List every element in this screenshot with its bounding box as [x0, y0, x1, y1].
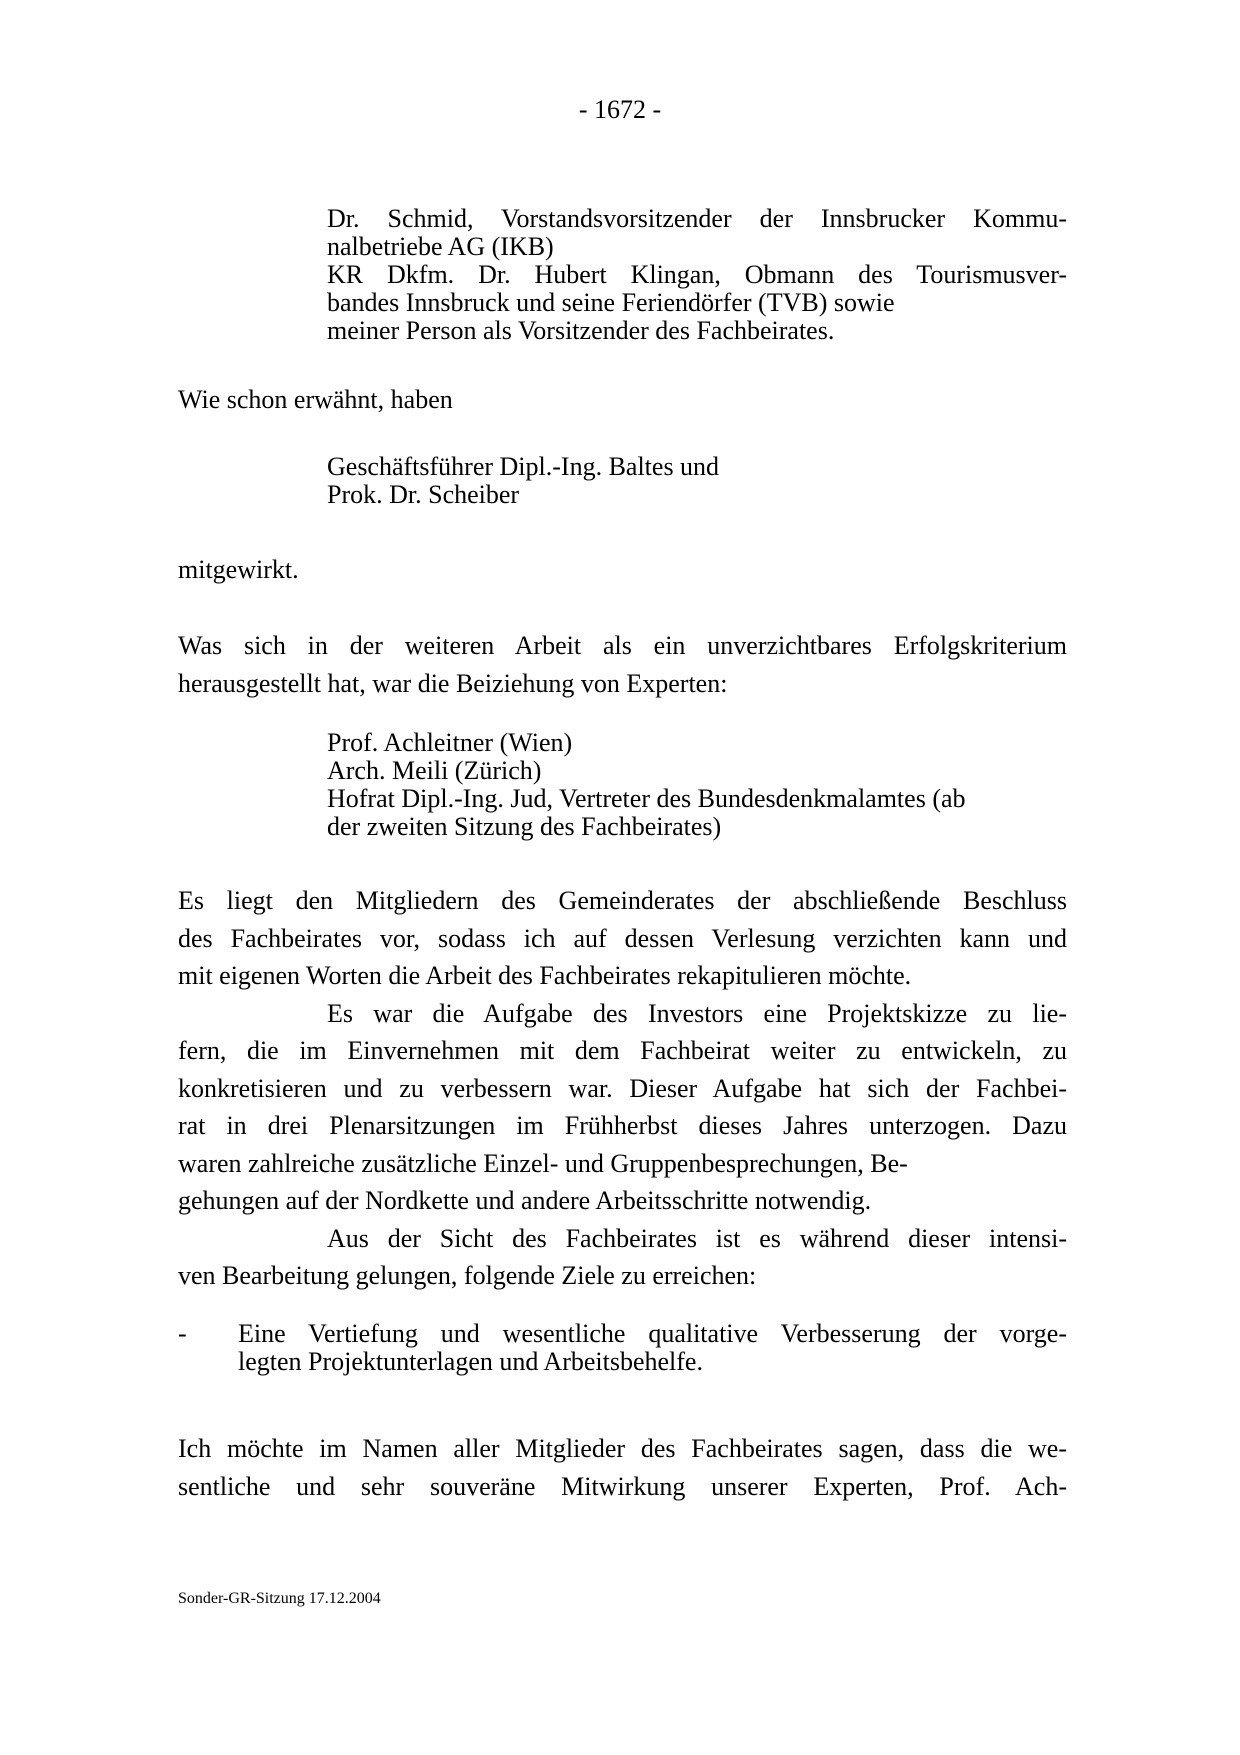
experts-line-2: Arch. Meili (Zürich) — [327, 756, 542, 785]
page-number: - 1672 - — [578, 95, 662, 124]
members-line-2: nalbetriebe AG (IKB) — [327, 232, 554, 261]
bullet-item — [178, 1320, 1067, 1376]
main-line-8: waren zahlreiche zusätzliche Einzel- und Gruppenbesprechungen, Be- — [178, 1148, 908, 1178]
members-line-3: KR Dkfm. Dr. Hubert Klingan, Obmann des Tourismusver- — [327, 260, 1067, 289]
experts-block — [327, 729, 1067, 841]
closing-line-1: Ich möchte im Namen aller Mitglieder des Fachbeirates sagen, dass die we- — [178, 1434, 1067, 1463]
intro-collaborators: Wie schon erwähnt, haben — [178, 385, 453, 414]
main-line-4: Es war die Aufgabe des Investors eine Projektskizze zu lie- — [327, 998, 1067, 1028]
experts-line-3: Hofrat Dipl.-Ing. Jud, Vertreter des Bundesdenkmalamtes (ab — [327, 784, 966, 813]
footer-session-date: Sonder-GR-Sitzung 17.12.2004 — [178, 1590, 381, 1607]
main-line-5: fern, die im Einvernehmen mit dem Fachbeirat weiter zu entwickeln, zu — [178, 1036, 1067, 1065]
closing-paragraph — [178, 1430, 1067, 1505]
closing-line-2: sentliche und sehr souveräne Mitwirkung unserer Experten, Prof. Ach- — [178, 1471, 1067, 1501]
collaborators-line-2: Prok. Dr. Scheiber — [327, 480, 520, 509]
main-paragraph — [178, 882, 1067, 1295]
main-line-9: gehungen auf der Nordkette und andere Arbeitsschritte notwendig. — [178, 1186, 872, 1215]
experts-intro — [178, 627, 1067, 702]
main-line-1: Es liegt den Mitgliedern des Gemeinderates der abschließende Beschluss — [178, 886, 1067, 915]
main-line-3: mit eigenen Worten die Arbeit des Fachbeirates rekapitulieren möchte. — [178, 961, 912, 990]
bullet-line-1: Eine Vertiefung und wesentliche qualitative Verbesserung der vorge- — [238, 1319, 1067, 1348]
main-line-7: rat in drei Plenarsitzungen im Frühherbst dieses Jahres unterzogen. Dazu — [178, 1111, 1067, 1140]
bullet-dash: - — [178, 1319, 187, 1348]
main-line-6: konkretisieren und zu verbessern war. Dieser Aufgabe hat sich der Fachbei- — [178, 1073, 1067, 1103]
members-block — [327, 205, 1067, 345]
bullet-line-2: legten Projektunterlagen und Arbeitsbehelfe. — [238, 1347, 703, 1376]
experts-intro-line-1: Was sich in der weiteren Arbeit als ein unverzichtbares Erfolgskriterium — [178, 631, 1067, 660]
members-line-4: bandes Innsbruck und seine Feriendörfer (TVB) sowie — [327, 288, 895, 317]
experts-line-1: Prof. Achleitner (Wien) — [327, 728, 573, 757]
experts-line-4: der zweiten Sitzung des Fachbeirates) — [327, 812, 722, 841]
collaborators-line-1: Geschäftsführer Dipl.-Ing. Baltes und — [327, 452, 720, 481]
main-line-11: ven Bearbeitung gelungen, folgende Ziele zu erreichen: — [178, 1261, 757, 1290]
collaborators-block — [327, 453, 1067, 509]
members-line-1: Dr. Schmid, Vorstandsvorsitzender der Innsbrucker Kommu- — [327, 204, 1067, 233]
bullet-text — [238, 1320, 1067, 1376]
main-line-2: des Fachbeirates vor, sodass ich auf dessen Verlesung verzichten kann und — [178, 923, 1067, 953]
main-line-10: Aus der Sicht des Fachbeirates ist es während dieser intensi- — [327, 1223, 1067, 1253]
experts-intro-line-2: herausgestellt hat, war die Beiziehung von Experten: — [178, 668, 728, 698]
members-line-5: meiner Person als Vorsitzender des Fachbeirates. — [327, 316, 835, 345]
collaborated-text: mitgewirkt. — [178, 555, 299, 584]
